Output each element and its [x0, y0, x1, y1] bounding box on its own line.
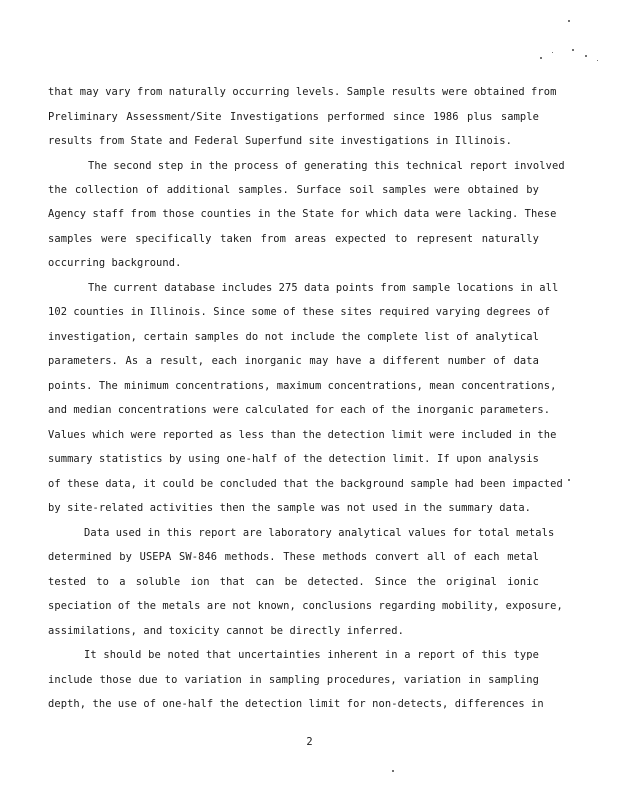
paragraph-line: Values which were reported as less than the detection limit were included in the	[48, 429, 557, 441]
paragraph-line: speciation of the metals are not known, conclusions regarding mobility, exposure,	[48, 600, 563, 612]
scan-speck	[392, 770, 394, 772]
paragraph-line: include those due to variation in sampling procedures, variation in sampling	[48, 674, 539, 686]
scan-speck	[552, 52, 553, 53]
paragraph-line: 102 counties in Illinois. Since some of these sites required varying degrees of	[48, 306, 551, 318]
paragraph-line: the collection of additional samples. Surface soil samples were obtained by	[48, 184, 539, 196]
scan-speck	[572, 49, 574, 51]
scan-speck	[568, 479, 570, 481]
paragraph-line: results from State and Federal Superfund site investigations in Illinois.	[48, 135, 512, 147]
paragraph-line: Preliminary Assessment/Site Investigations performed since 1986 plus sample	[48, 111, 539, 123]
paragraph-line: occurring background.	[48, 257, 182, 269]
scan-speck	[585, 55, 587, 57]
paragraph-line: Data used in this report are laboratory analytical values for total metals	[84, 527, 555, 539]
paragraph-line: tested to a soluble ion that can be detected. Since the original ionic	[48, 576, 539, 588]
paragraph-line: parameters. As a result, each inorganic may have a different number of data	[48, 355, 539, 367]
scan-speck	[540, 57, 542, 59]
paragraph-line: and median concentrations were calculated for each of the inorganic parameters.	[48, 404, 551, 416]
paragraph-line: The second step in the process of generating this technical report involved	[88, 160, 565, 172]
paragraph-line: depth, the use of one-half the detection limit for non-detects, differences in	[48, 698, 544, 710]
paragraph-line: of these data, it could be concluded that the background sample had been impacted	[48, 478, 563, 490]
paragraph-line: that may vary from naturally occurring levels. Sample results were obtained from	[48, 86, 557, 98]
page-number: 2	[306, 736, 313, 748]
paragraph-line: Agency staff from those counties in the State for which data were lacking. These	[48, 208, 557, 220]
paragraph-line: determined by USEPA SW-846 methods. These methods convert all of each metal	[48, 551, 539, 563]
paragraph-line: summary statistics by using one-half of the detection limit. If upon analysis	[48, 453, 539, 465]
paragraph-line: The current database includes 275 data points from sample locations in all	[88, 282, 559, 294]
paragraph-line: assimilations, and toxicity cannot be directly inferred.	[48, 625, 404, 637]
scan-speck	[568, 20, 570, 22]
paragraph-line: samples were specifically taken from areas expected to represent naturally	[48, 233, 539, 245]
paragraph-line: points. The minimum concentrations, maximum concentrations, mean concentrations,	[48, 380, 557, 392]
paragraph-line: It should be noted that uncertainties inherent in a report of this type	[84, 649, 539, 661]
scan-speck	[597, 60, 598, 61]
paragraph-line: by site-related activities then the sample was not used in the summary data.	[48, 502, 532, 514]
paragraph-line: investigation, certain samples do not include the complete list of analytical	[48, 331, 539, 343]
